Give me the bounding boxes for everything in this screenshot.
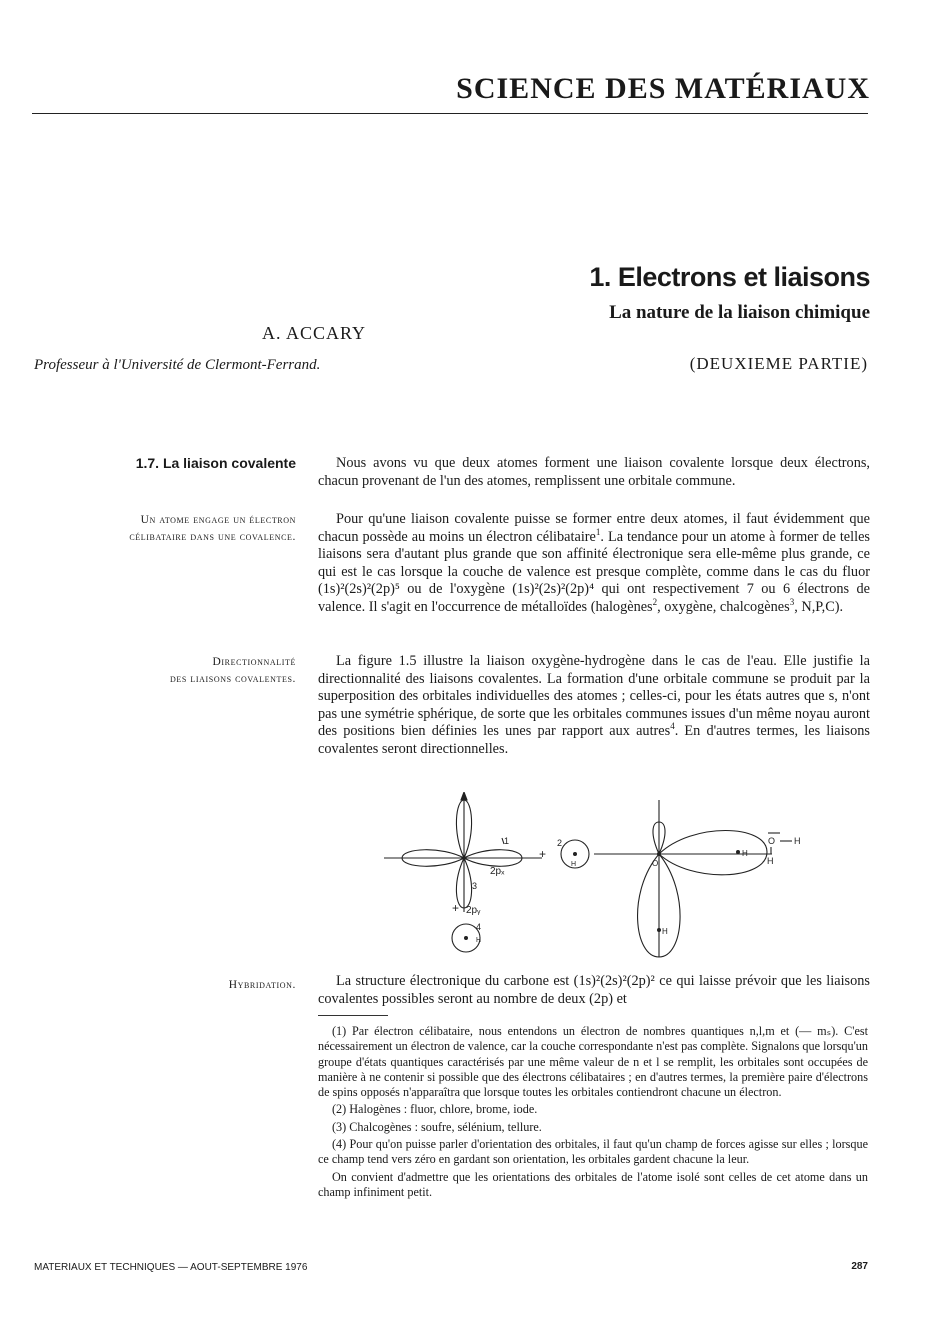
nucleus-dot — [657, 852, 661, 856]
margin-note-line: Directionnalité — [212, 656, 296, 668]
oh-bond-orbital-right — [659, 831, 767, 875]
footnote-2: (2) Halogènes : fluor, chlore, brome, iode. — [332, 1102, 538, 1117]
margin-note-line: célibataire dans une covalence. — [129, 531, 296, 543]
footnotes — [318, 1024, 868, 1202]
body-paragraph-4: La structure électronique du carbone est (1s)²(2s)²(2p)² ce qui laisse prévoir que les liaisons covalentes possibles seront au nombre de deux (2p) et — [318, 973, 870, 1007]
header-rule — [32, 113, 868, 114]
nucleus-dot — [464, 936, 468, 940]
text-run: . La tendance pour un atome à former de telles liaisons sera d'autant plus grande que son affinité électronique sera elle-même plus grande, ce qui est le cas lorsque la couche de valence est presque complète, comme dans le cas du fluor (1s)²(2s)²(2p)⁵ ou de l'oxygène (1s)²(2s)²(2p)⁴ qui ont respectivement 7 ou 6 électrons de valence. Il s'agit en l'occurrence de métalloïdes (halogènes — [318, 528, 870, 615]
text-run: , oxygène, chalcogènes — [657, 598, 790, 615]
margin-note-electron — [129, 512, 296, 546]
atom-label-h: H — [662, 927, 668, 936]
part-label: (DEUXIEME PARTIE) — [689, 354, 868, 373]
plus-sign: + — [452, 901, 460, 915]
margin-note-line: Un atome engage un électron — [140, 514, 296, 526]
margin-note-line: des liaisons covalentes. — [170, 673, 296, 685]
margin-note-hybridation: Hybridation. — [228, 979, 296, 991]
author-name: A. ACCARY — [262, 323, 367, 343]
formula-label-h: H — [767, 856, 774, 866]
text-run: , N,P,C). — [794, 598, 844, 615]
formula-label-o: O — [768, 836, 776, 846]
footnote-rule — [318, 1015, 388, 1016]
atom-label-h: H — [571, 861, 577, 868]
section-heading: 1.7. La liaison covalente — [135, 455, 296, 471]
text-run: Pour qu'une liaison covalente puisse se former entre deux atomes, il faut évidemment que chacun possède au moins un électron célibataire — [318, 511, 870, 545]
atom-label-h: H — [742, 849, 748, 858]
orbital-label-2px: 2pₓ — [490, 866, 505, 877]
footnote-ref: 2 — [652, 597, 658, 608]
text-run: La figure 1.5 illustre la liaison oxygène-hydrogène dans le cas de l'eau. Elle justifie la directionnalité des liaisons covalentes. La formation d'une orbitale commune se produit par la superposition des orbitales individuelles des atomes ; celles-ci, pour les états autres que s, n'ont pas une symétrie sphérique, de sorte que les orbitales communes issues d'un même noyau auront des positions bien définies les unes par rapport aux autres — [318, 653, 870, 740]
orbital-label: 1 — [504, 836, 510, 846]
footnote-ref: 3 — [789, 597, 795, 608]
atom-label-o: O — [652, 859, 659, 868]
body-paragraph-2 — [318, 511, 870, 617]
nucleus-dot — [736, 850, 740, 854]
margin-note-direction — [170, 654, 296, 688]
axis-arrow — [461, 792, 467, 800]
nucleus-dot — [462, 856, 466, 860]
section-header-title: SCIENCE DES MATÉRIAUX — [456, 72, 870, 105]
plus-sign: + — [539, 847, 547, 861]
formula-label-h: H — [794, 836, 801, 846]
footnote-4: (4) Pour qu'on puisse parler d'orientation des orbitales, il faut qu'un champ de forces agisse sur elles ; lorsque ce champ tend vers zéro en gardant son orientation, les orbitales gardent chacune la leur. — [318, 1137, 868, 1167]
orbital-figure — [372, 792, 822, 962]
footnote-4-continued: On convient d'admettre que les orientations des orbitales de l'atome isolé sont celles de cet atome dans un champ infiniment petit. — [318, 1169, 868, 1199]
footnote-ref: 4 — [670, 721, 675, 732]
article-subtitle: La nature de la liaison chimique — [609, 302, 870, 323]
footnote-ref: 1 — [595, 526, 601, 537]
footer-journal: MATERIAUX ET TECHNIQUES — AOUT-SEPTEMBRE 1976 — [34, 1262, 308, 1273]
footnote-1: (1) Par électron célibataire, nous entendons un électron de nombres quantiques n,l,m et (— mₛ). C'est nécessairement un électron de valence, car la couche correspondante n'est pas complète. Signalons que lorsqu'un groupe d'états quantiques caractérisés par une même valeur de n et l se remplit, les orbitales sont occupées de manière à ne contenir si possible que des électrons célibataires ; en d'autres termes, la première paire d'électrons de spins opposés n'apparaîtra que lorsque toutes les orbitales contiendront chacune un électron. — [318, 1024, 868, 1100]
nucleus-dot — [573, 852, 577, 856]
author-affiliation: Professeur à l'Université de Clermont-Ferrand. — [34, 357, 321, 373]
article-title: 1. Electrons et liaisons — [589, 262, 870, 292]
orbital-label-2py: 2pᵧ — [466, 905, 481, 916]
nucleus-dot — [657, 928, 661, 932]
body-paragraph-1: Nous avons vu que deux atomes forment une liaison covalente lorsque deux électrons, chacun provenant de l'un des atomes, remplissent une orbitale commune. — [318, 455, 870, 489]
page-number: 287 — [851, 1261, 868, 1272]
orbital-label: 4 — [476, 922, 482, 932]
orbital-label: 3 — [472, 881, 478, 891]
footnote-3: (3) Chalcogènes : soufre, sélénium, tellure. — [332, 1119, 542, 1134]
atom-label-h: H — [476, 937, 482, 944]
orbital-label: 2 — [557, 838, 563, 848]
body-paragraph-3 — [318, 653, 870, 759]
text-run: . En d'autres termes, les liaisons covalentes seront directionnelles. — [318, 723, 870, 757]
